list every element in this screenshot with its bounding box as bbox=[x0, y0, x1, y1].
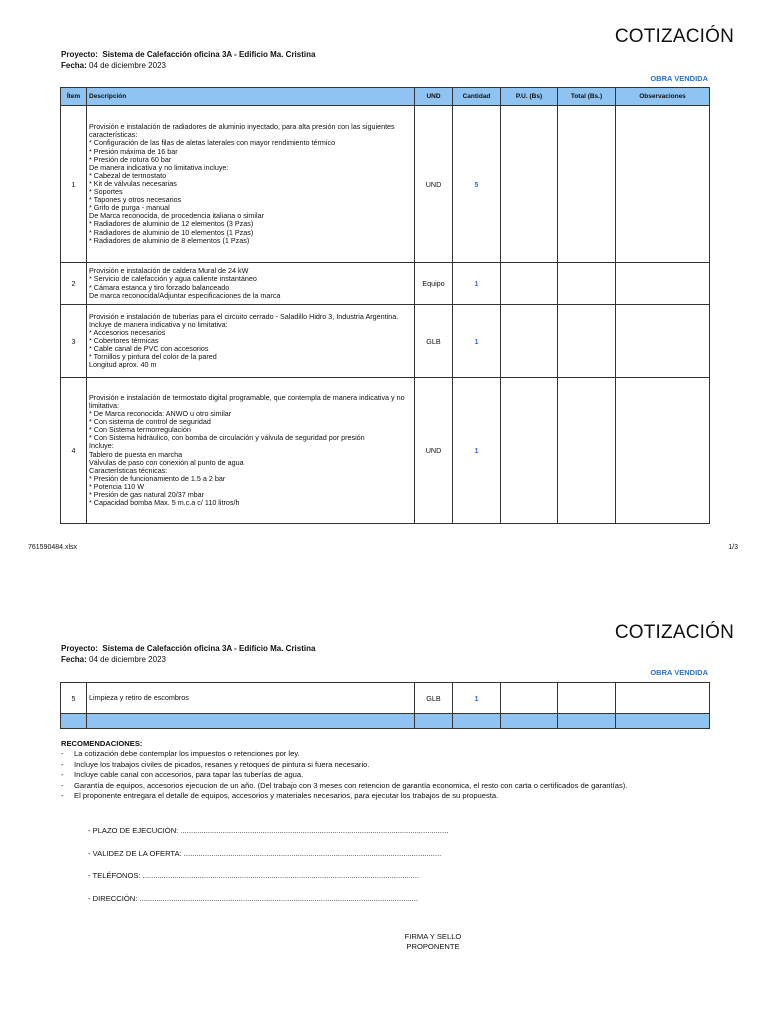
header-obs: Observaciones bbox=[616, 88, 710, 106]
date-line bbox=[61, 655, 166, 665]
project-label: Proyecto: bbox=[61, 644, 98, 653]
header-desc: Descripción bbox=[87, 88, 415, 106]
total-cell[interactable] bbox=[558, 714, 616, 729]
total-cell bbox=[501, 714, 558, 729]
row-unit: UND bbox=[415, 106, 453, 263]
row-total[interactable] bbox=[558, 106, 616, 263]
row-total[interactable] bbox=[558, 378, 616, 524]
row-observations[interactable] bbox=[616, 263, 710, 305]
row-total[interactable] bbox=[558, 305, 616, 378]
row-description: Provisión e instalación de termostato digital programable, que contempla de manera indicativa y no limitativa: * De Marca reconocida: ANWO u otro similar * Con sistema de control de seguridad * Con Sistema termorregulación * Con Sistema hidráulico, con bomba de circulación y válvula de seguridad por presión Incluye: Tablero de puesta en marcha Válvulas de paso con conexión al punto de agua Características técnicas: * Presión de funcionamiento de 1.5 a 2 bar * Potencia 110 W * Presión de gas natural 20/37 mbar * Capacidad bomba Max. 5 m.c.a c/ 110 litros/h bbox=[87, 378, 415, 524]
proposal-fields bbox=[88, 826, 448, 916]
row-unit-price[interactable] bbox=[501, 683, 558, 714]
project-line bbox=[61, 644, 315, 654]
direccion-field[interactable]: - DIRECCIÓN: .................................................................................................................................... bbox=[88, 893, 418, 903]
table-header-row bbox=[61, 88, 710, 106]
total-cell bbox=[61, 714, 87, 729]
recommendations bbox=[61, 739, 741, 801]
plazo-field[interactable]: - PLAZO DE EJECUCIÓN: ............................................................................................................................... bbox=[88, 826, 449, 835]
row-unit-price[interactable] bbox=[501, 106, 558, 263]
row-observations[interactable] bbox=[616, 378, 710, 524]
row-observations[interactable] bbox=[616, 683, 710, 714]
recommendation-item: - Incluye los trabajos civiles de picados, resanes y retoques de pintura si fuera necesario. bbox=[61, 759, 370, 769]
row-description: Limpieza y retiro de escombros bbox=[87, 683, 415, 714]
project-label: Proyecto: bbox=[61, 50, 98, 59]
row-unit-price[interactable] bbox=[501, 378, 558, 524]
row-observations[interactable] bbox=[616, 305, 710, 378]
total-cell bbox=[415, 714, 453, 729]
row-quantity: 1 bbox=[453, 263, 501, 305]
quote-table bbox=[60, 87, 710, 524]
table-row bbox=[61, 263, 710, 305]
header-qty: Cantidad bbox=[453, 88, 501, 106]
row-item: 1 bbox=[61, 106, 87, 263]
recommendation-item: - La cotización debe contemplar los impuestos o retenciones por ley. bbox=[61, 749, 300, 759]
table-row bbox=[61, 106, 710, 263]
project-value: Sistema de Calefacción oficina 3A - Edificio Ma. Cristina bbox=[102, 50, 316, 59]
project-value: Sistema de Calefacción oficina 3A - Edificio Ma. Cristina bbox=[102, 644, 316, 653]
row-observations[interactable] bbox=[616, 106, 710, 263]
recommendation-item: - El proponente entregara el detalle de equipos, accesorios y materiales necesarios, para ejecutar los trabajos de su propuesta. bbox=[61, 791, 499, 801]
header-und: UND bbox=[415, 88, 453, 106]
row-quantity: 1 bbox=[453, 683, 501, 714]
total-cell bbox=[453, 714, 501, 729]
table-total-row bbox=[61, 714, 710, 729]
row-item: 2 bbox=[61, 263, 87, 305]
date-value: 04 de diciembre 2023 bbox=[89, 655, 166, 664]
project-line bbox=[61, 50, 315, 60]
row-unit: GLB bbox=[415, 683, 453, 714]
row-quantity: 1 bbox=[453, 305, 501, 378]
footer-filename: 761590484.xlsx bbox=[28, 544, 78, 551]
row-description: Provisión e instalación de caldera Mural de 24 kW * Servicio de calefacción y agua caliente instantáneo * Cámara estanca y tiro forzado balanceado De marca reconocida/Adjuntar especificaciones de la marca bbox=[87, 263, 415, 305]
quote-table-continued bbox=[60, 682, 710, 729]
row-description: Provisión e instalación de tuberías para el circuito cerrado - Saladillo Hidro 3, Industria Argentina. Incluye de manera indicativa y no limitativa: * Accesorios necesarios * Cobertores térmicas * Cable canal de PVC con accesorios * Tornillos y pintura del color de la pared Longitud aprox. 40 m bbox=[87, 305, 415, 378]
status-badge: OBRA VENDIDA bbox=[650, 668, 708, 677]
row-unit: GLB bbox=[415, 305, 453, 378]
total-cell bbox=[87, 714, 415, 729]
recommendation-item: - Garantía de equipos, accesorios ejecucion de un año. (Del trabajo con 3 meses con retencion de garantía economica, el resto con carta o certificados de garantías). bbox=[61, 780, 628, 790]
page-2 bbox=[0, 600, 768, 1024]
recommendation-item: - Incluye cable canal con accesorios, para tapar las tuberías de agua. bbox=[61, 770, 304, 780]
table-row bbox=[61, 305, 710, 378]
row-unit-price[interactable] bbox=[501, 305, 558, 378]
status-badge: OBRA VENDIDA bbox=[650, 74, 708, 83]
row-item: 5 bbox=[61, 683, 87, 714]
row-quantity: 1 bbox=[453, 378, 501, 524]
row-unit: Equipo bbox=[415, 263, 453, 305]
page-title: COTIZACIÓN bbox=[614, 622, 734, 643]
signature-block bbox=[393, 932, 473, 952]
row-total[interactable] bbox=[558, 683, 616, 714]
signature-line-2: PROPONENTE bbox=[406, 942, 460, 951]
recommendations-heading: RECOMENDACIONES: bbox=[61, 739, 143, 748]
table-row bbox=[61, 683, 710, 714]
date-label: Fecha: bbox=[61, 655, 87, 664]
row-total[interactable] bbox=[558, 263, 616, 305]
total-cell bbox=[616, 714, 710, 729]
row-item: 3 bbox=[61, 305, 87, 378]
row-item: 4 bbox=[61, 378, 87, 524]
validez-field[interactable]: - VALIDEZ DE LA OFERTA: .......................................................................................................................... bbox=[88, 848, 442, 858]
footer-page-number: 1/3 bbox=[728, 544, 738, 551]
page-title: COTIZACIÓN bbox=[614, 26, 734, 47]
row-unit-price[interactable] bbox=[501, 263, 558, 305]
date-line bbox=[61, 61, 166, 71]
telefonos-field[interactable]: - TELÉFONOS: ................................................................................................................................... bbox=[88, 871, 420, 880]
header-total: Total (Bs.) bbox=[558, 88, 616, 106]
row-description: Provisión e instalación de radiadores de aluminio inyectado, para alta presión con las siguientes características: * Configuración de las filas de aletas laterales con mayor rendimiento térmico * Presión máxima de 16 bar * Presión de rotura 60 bar De manera indicativa y no limitativa incluye: * Cabezal de termostato * Kit de válvulas necesarias * Soportes * Tapones y otros necesarios * Grifo de purga - manual De Marca reconocida, de procedencia italiana o similar * Radiadores de aluminio de 12 elementos (3 Pzas) * Radiadores de aluminio de 10 elementos (1 Pzas) * Radiadores de aluminio de 8 elementos (1 Pzas) bbox=[87, 106, 415, 263]
table-row bbox=[61, 378, 710, 524]
row-unit: UND bbox=[415, 378, 453, 524]
row-quantity: 5 bbox=[453, 106, 501, 263]
header-item: Ítem bbox=[61, 88, 87, 106]
date-label: Fecha: bbox=[61, 61, 87, 70]
signature-line-1: FIRMA Y SELLO bbox=[404, 932, 462, 941]
header-pu: P.U. (Bs) bbox=[501, 88, 558, 106]
date-value: 04 de diciembre 2023 bbox=[89, 61, 166, 70]
